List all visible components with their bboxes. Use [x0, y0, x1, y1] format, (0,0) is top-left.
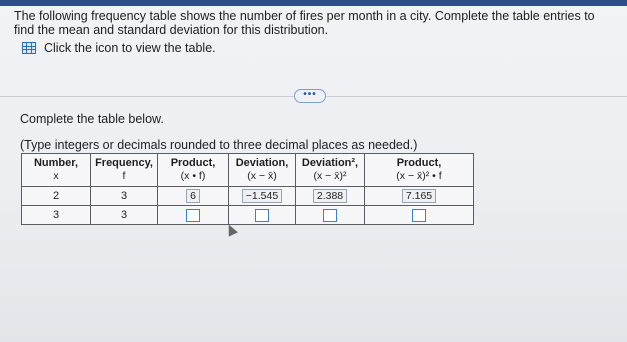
deviation-input[interactable]: −1.545 — [242, 189, 282, 203]
table-row — [22, 187, 474, 206]
question-text: The following frequency table shows the number of fires per month in a city. Complete the table entries to find the mean and standard deviation for this distribution. — [14, 9, 595, 37]
cell-product-squared[interactable] — [365, 206, 474, 225]
table-grid-icon[interactable] — [22, 42, 36, 54]
header-number: Number, x — [22, 154, 91, 187]
header-deviation: Deviation, (x − x̄) — [229, 154, 296, 187]
header-frequency: Frequency, f — [91, 154, 158, 187]
deviation-squared-input[interactable]: 2.388 — [313, 189, 347, 203]
cell-frequency: 3 — [91, 206, 158, 225]
product-input[interactable]: 6 — [186, 189, 200, 203]
cell-number: 2 — [22, 187, 91, 206]
cell-product[interactable] — [158, 206, 229, 225]
view-table-label: Click the icon to view the table. — [44, 41, 216, 55]
cell-frequency: 3 — [91, 187, 158, 206]
cell-deviation[interactable] — [229, 187, 296, 206]
cell-product[interactable] — [158, 187, 229, 206]
cell-deviation-squared[interactable] — [296, 187, 365, 206]
product-input[interactable] — [186, 209, 200, 222]
cell-product-squared[interactable] — [365, 187, 474, 206]
table-header-row — [22, 154, 474, 187]
header-deviation-squared: Deviation², (x − x̄)² — [296, 154, 365, 187]
cell-number: 3 — [22, 206, 91, 225]
rounding-hint: (Type integers or decimals rounded to three decimal places as needed.) — [20, 138, 418, 152]
product-squared-input[interactable] — [412, 209, 426, 222]
header-product: Product, (x • f) — [158, 154, 229, 187]
product-squared-input[interactable]: 7.165 — [402, 189, 436, 203]
expand-more-button[interactable]: ••• — [294, 89, 326, 103]
view-table-row[interactable] — [22, 41, 216, 55]
cell-deviation[interactable] — [229, 206, 296, 225]
cell-deviation-squared[interactable] — [296, 206, 365, 225]
header-product-squared: Product, (x − x̄)² • f — [365, 154, 474, 187]
instruction-text: Complete the table below. — [20, 112, 164, 126]
deviation-squared-input[interactable] — [323, 209, 337, 222]
table-row — [22, 206, 474, 225]
top-bar — [0, 0, 627, 6]
deviation-input[interactable] — [255, 209, 269, 222]
frequency-table — [21, 153, 474, 225]
